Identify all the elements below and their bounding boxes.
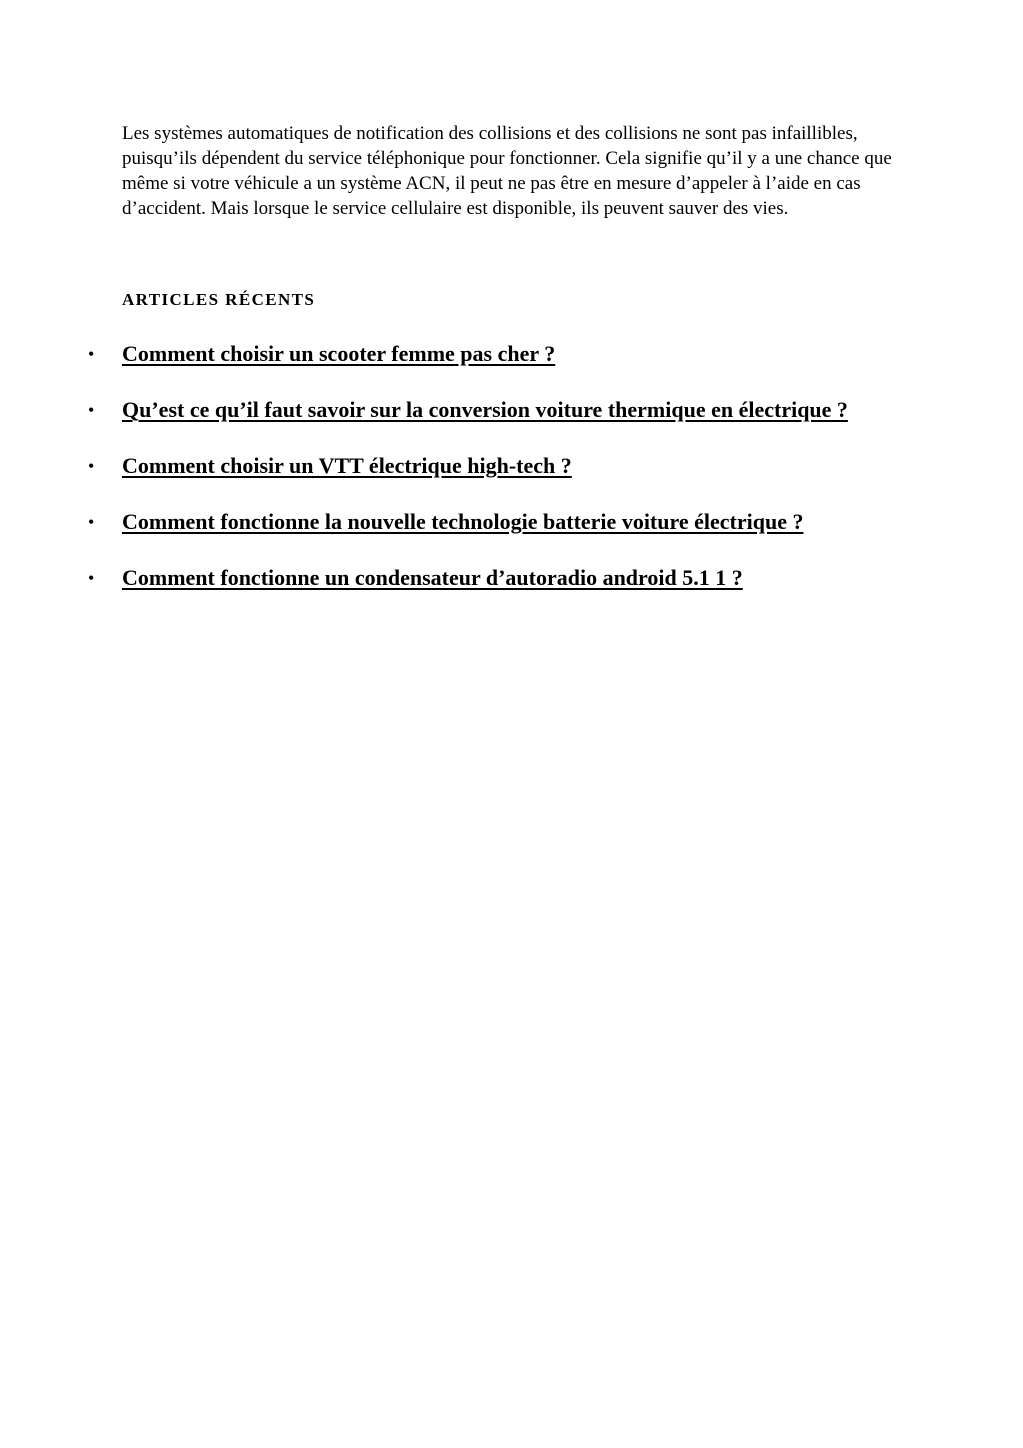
article-link-5[interactable]: Comment fonctionne un condensateur d’autoradio android 5.1 1 ? — [122, 565, 743, 590]
list-item — [88, 340, 908, 368]
article-link-4[interactable]: Comment fonctionne la nouvelle technologie batterie voiture électrique ? — [122, 509, 804, 534]
bullet-icon: • — [88, 568, 95, 588]
bullet-icon: • — [88, 456, 95, 476]
bullet-icon: • — [88, 344, 95, 364]
article-link-3[interactable]: Comment choisir un VTT électrique high-tech ? — [122, 453, 572, 478]
intro-paragraph: Les systèmes automatiques de notification des collisions et des collisions ne sont pas infaillibles, puisqu’ils dépendent du service téléphonique pour fonctionner. Cela signifie qu’il y a une chance que même si votre véhicule a un système ACN, il peut ne pas être en mesure d’appeler à l’aide en cas d’accident. Mais lorsque le service cellulaire est disponible, ils peuvent sauver des vies. — [122, 123, 892, 219]
recent-articles-list — [88, 340, 908, 592]
article-link-2[interactable]: Qu’est ce qu’il faut savoir sur la conversion voiture thermique en électrique ? — [122, 397, 848, 422]
list-item — [88, 396, 908, 424]
recent-articles-heading: ARTICLES RÉCENTS — [122, 290, 316, 309]
bullet-icon: • — [88, 512, 95, 532]
list-item — [88, 452, 908, 480]
list-item — [88, 508, 908, 536]
article-link-1[interactable]: Comment choisir un scooter femme pas cher ? — [122, 341, 556, 366]
bullet-icon: • — [88, 400, 95, 420]
list-item — [88, 564, 908, 592]
